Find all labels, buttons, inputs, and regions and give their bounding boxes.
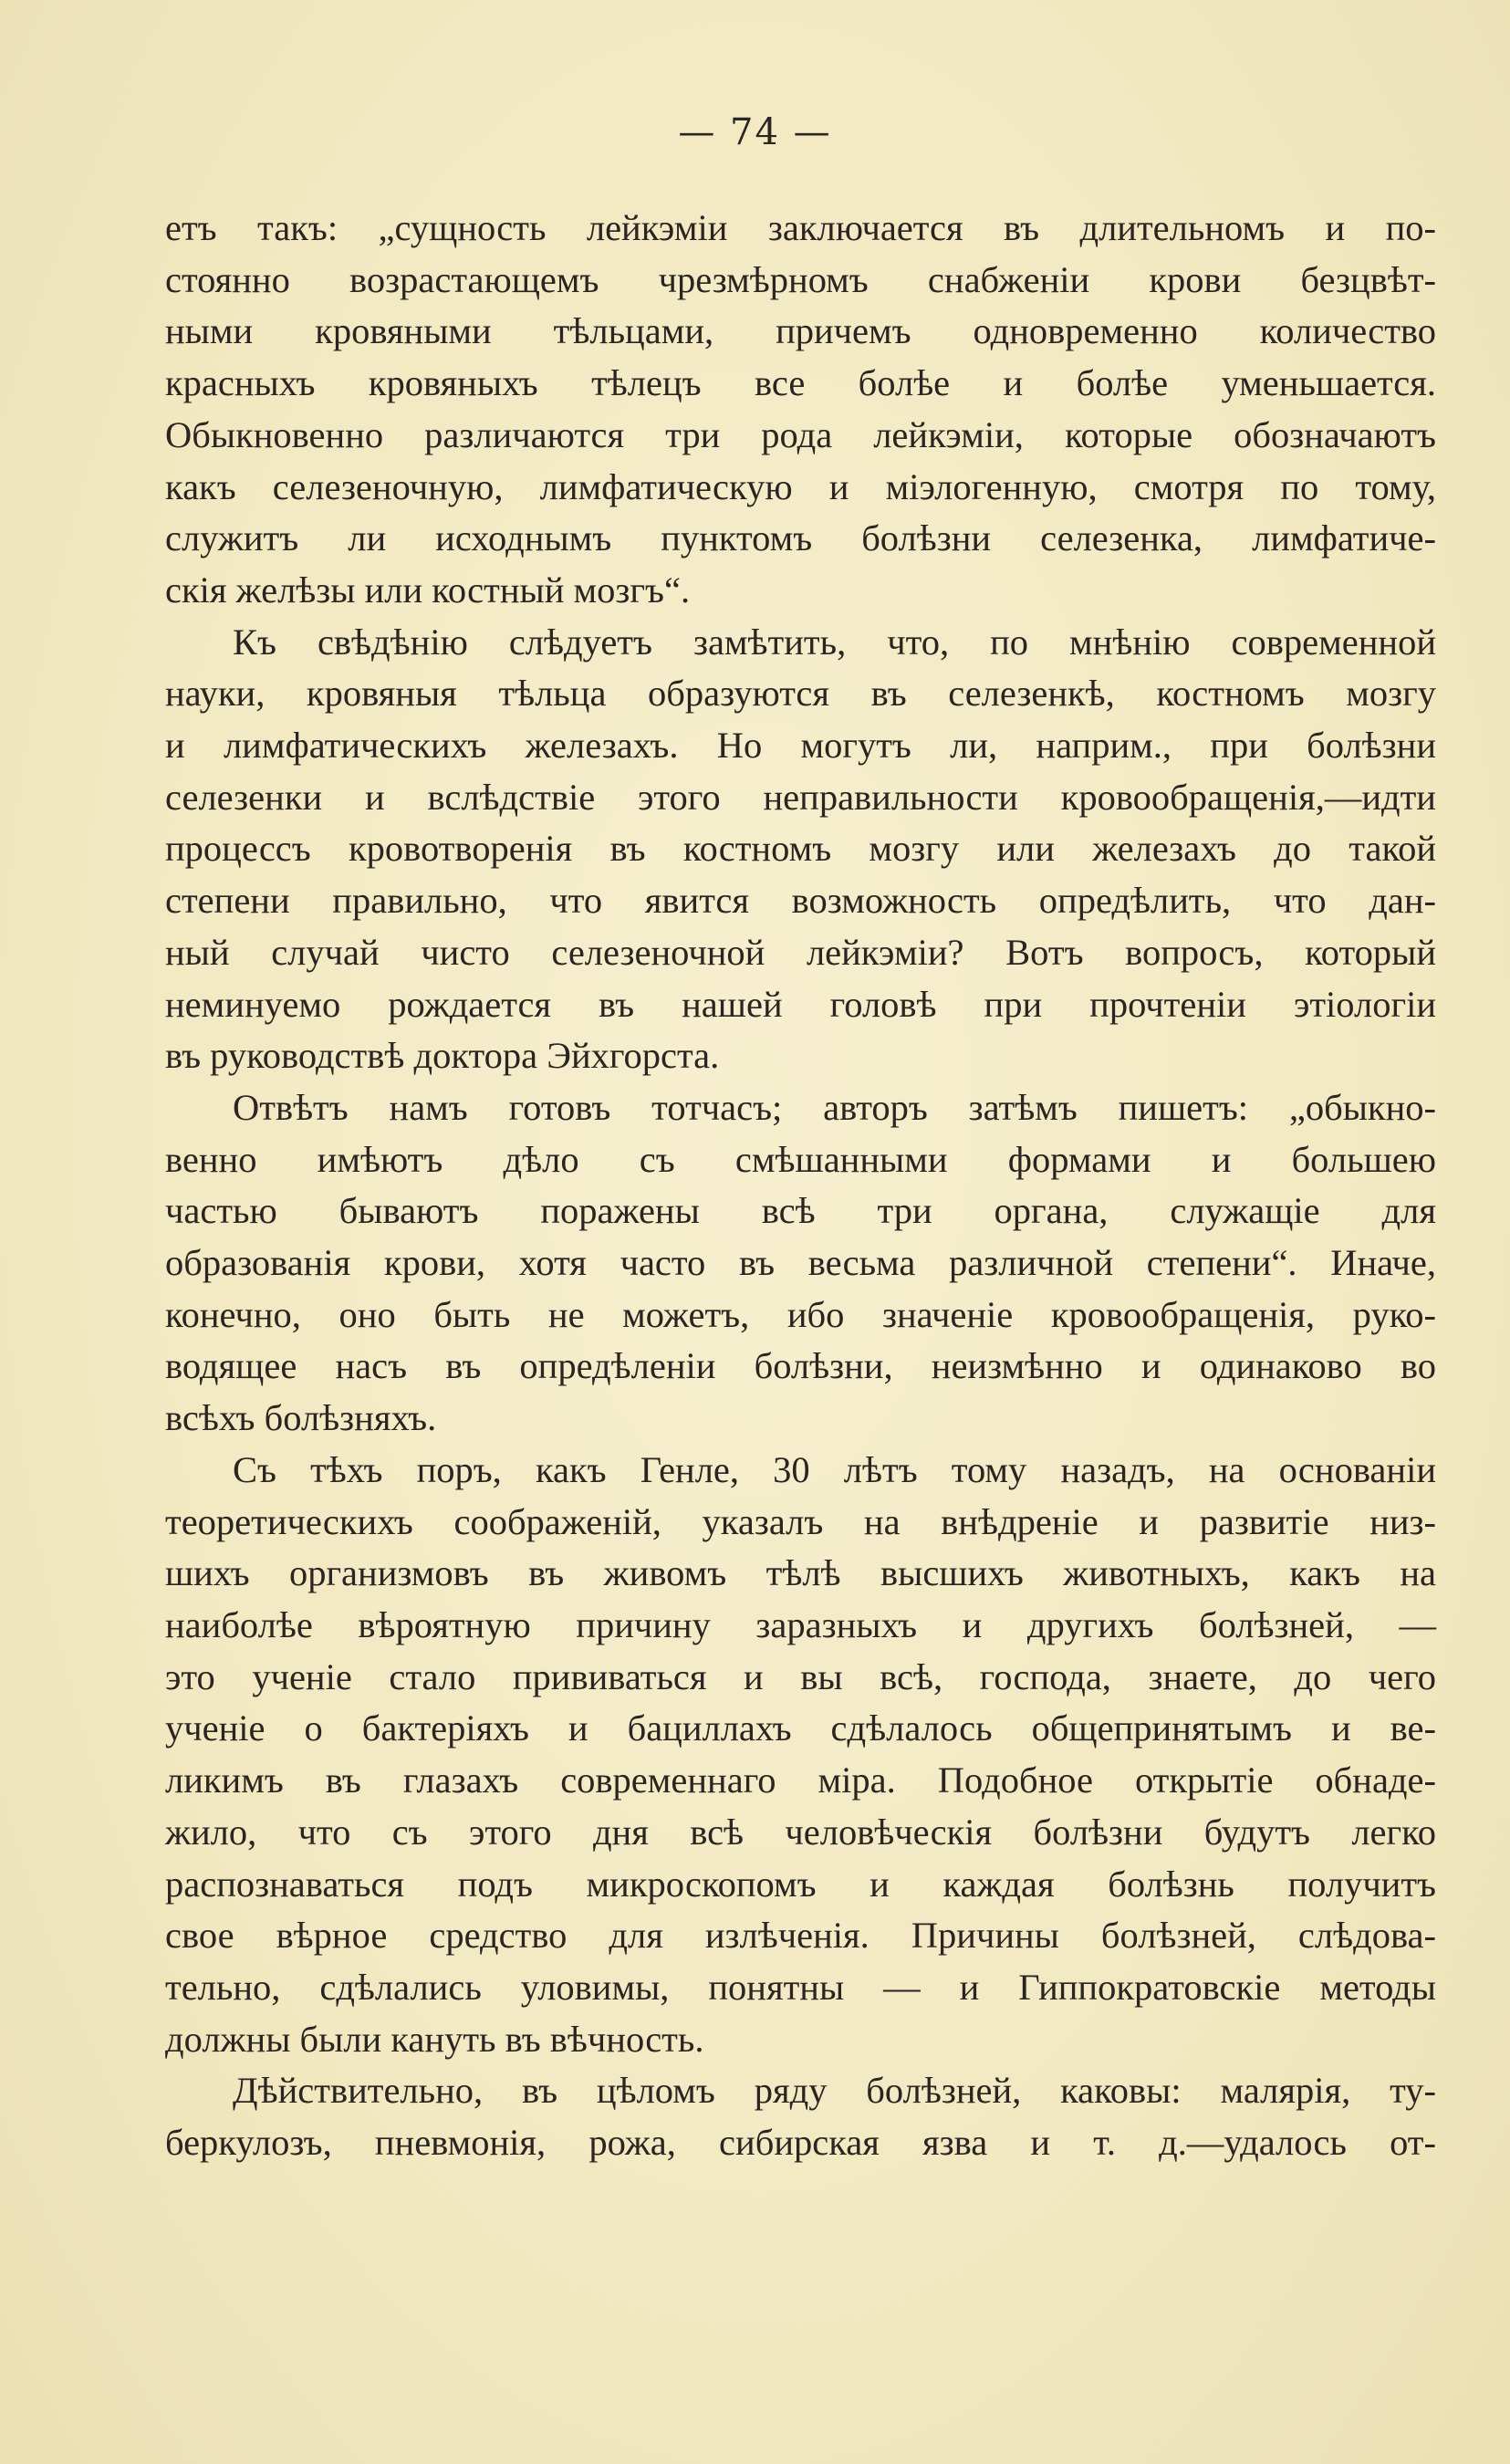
text-line: беркулозъ, пневмонія, рожа, сибирская язва и т. д.—удалось от- xyxy=(165,2122,1436,2164)
text-line: частью бываютъ поражены всѣ три органа, служащіе для xyxy=(165,1190,1436,1232)
paragraph xyxy=(165,1445,1436,2065)
paragraph xyxy=(165,1082,1436,1445)
text-line: красныхъ кровяныхъ тѣлецъ все болѣе и болѣе уменьшается. xyxy=(165,362,1436,404)
text-line: всѣхъ болѣзняхъ. xyxy=(165,1397,437,1439)
text-line: какъ селезеночную, лимфатическую и міэлогенную, смотря по тому, xyxy=(165,465,1436,507)
text-line: етъ такъ: „сущность лейкэміи заключается въ длительномъ и по- xyxy=(165,207,1436,248)
text-line: должны были кануть въ вѣчность. xyxy=(165,2018,704,2060)
text-line: распознаваться подъ микроскопомъ и каждая болѣзнь получитъ xyxy=(165,1863,1436,1905)
text-line: жило, что съ этого дня всѣ человѣческія болѣзни будутъ легко xyxy=(165,1811,1436,1853)
text-line: и лимфатическихъ железахъ. Но могутъ ли, наприм., при болѣзни xyxy=(165,725,1436,767)
text-line: свое вѣрное средство для излѣченія. Причины болѣзней, слѣдова- xyxy=(165,1915,1436,1957)
text-line: конечно, оно быть не можетъ, ибо значеніе кровообращенія, руко- xyxy=(165,1293,1436,1335)
text-line: тельно, сдѣлались уловимы, понятны — и Гиппократовскіе методы xyxy=(165,1966,1436,2008)
body-text xyxy=(165,203,1436,2169)
text-line: въ руководствѣ доктора Эйхгорста. xyxy=(165,1035,720,1077)
page-number: — 74 — xyxy=(678,111,832,153)
text-line: Отвѣтъ намъ готовъ тотчасъ; авторъ затѣмъ пишетъ: „обыкно- xyxy=(233,1086,1436,1128)
text-line: ный случай чисто селезеночной лейкэміи? Вотъ вопросъ, который xyxy=(165,931,1436,973)
text-line: венно имѣютъ дѣло съ смѣшанными формами и большею xyxy=(165,1138,1436,1180)
text-line: образованія крови, хотя часто въ весьма различной степени“. Иначе, xyxy=(165,1242,1436,1284)
text-line: степени правильно, что явится возможность опредѣлить, что дан- xyxy=(165,880,1436,922)
text-line: Обыкновенно различаются три рода лейкэміи, которые обозначаютъ xyxy=(165,413,1436,455)
text-line: стоянно возрастающемъ чрезмѣрномъ снабженіи крови безцвѣт- xyxy=(165,258,1436,300)
text-line: неминуемо рождается въ нашей головѣ при прочтеніи этіологіи xyxy=(165,983,1436,1025)
text-line: наиболѣе вѣроятную причину заразныхъ и другихъ болѣзней, — xyxy=(165,1603,1436,1645)
text-line: Къ свѣдѣнію слѣдуетъ замѣтить, что, по мнѣнію современной xyxy=(233,621,1436,663)
text-line: ликимъ въ глазахъ современнаго міра. Подобное открытіе обнаде- xyxy=(165,1759,1436,1801)
paragraph xyxy=(165,2065,1436,2168)
text-line: теоретическихъ соображеній, указалъ на внѣдреніе и развитіе низ- xyxy=(165,1500,1436,1542)
paragraph xyxy=(165,203,1436,617)
text-line: служитъ ли исходнымъ пунктомъ болѣзни селезенка, лимфатиче- xyxy=(165,517,1436,559)
text-line: селезенки и вслѣдствіе этого неправильности кровообращенія,—идти xyxy=(165,776,1436,818)
text-line: шихъ организмовъ въ живомъ тѣлѣ высшихъ животныхъ, какъ на xyxy=(165,1552,1436,1594)
paragraph xyxy=(165,617,1436,1082)
text-line: это ученіе стало прививаться и вы всѣ, господа, знаете, до чего xyxy=(165,1655,1436,1697)
text-line: водящее насъ въ опредѣленіи болѣзни, неизмѣнно и одинаково во xyxy=(165,1345,1436,1387)
text-line: скія желѣзы или костный мозгъ“. xyxy=(165,569,691,611)
text-line: Съ тѣхъ поръ, какъ Генле, 30 лѣтъ тому назадъ, на основаніи xyxy=(233,1448,1436,1490)
text-line: Дѣйствительно, въ цѣломъ ряду болѣзней, каковы: малярія, ту- xyxy=(233,2070,1436,2112)
text-line: ученіе о бактеріяхъ и бациллахъ сдѣлалось общепринятымъ и ве- xyxy=(165,1707,1436,1749)
text-line: ными кровяными тѣльцами, причемъ одновременно количество xyxy=(165,310,1436,352)
text-line: науки, кровяныя тѣльца образуются въ селезенкѣ, костномъ мозгу xyxy=(165,673,1436,715)
text-line: процессъ кровотворенія въ костномъ мозгу или железахъ до такой xyxy=(165,828,1436,870)
